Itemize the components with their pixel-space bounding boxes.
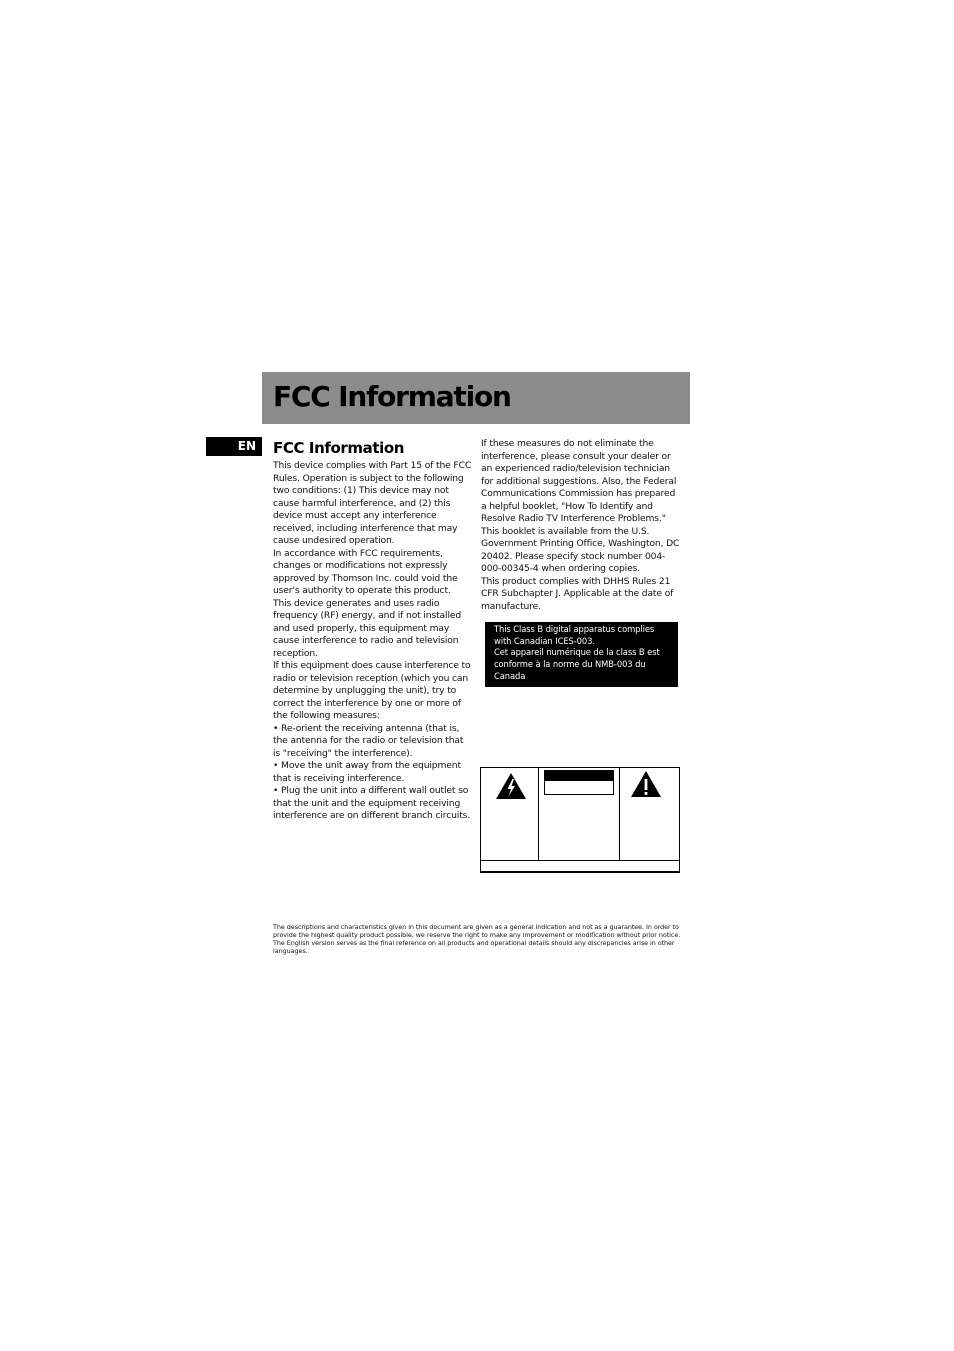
- label-divider-right: [619, 768, 620, 860]
- notice-french: Cet appareil numérique de la class B est conforme à la norme du NMB-003 du Canada: [494, 647, 660, 681]
- exclamation-triangle-icon: [629, 770, 663, 798]
- caution-panel-header: [545, 771, 613, 781]
- section-title: FCC Information: [273, 439, 405, 457]
- paragraph-interference: If this equipment does cause interference to radio or television reception (which you can determine by unplugging the unit), try to correct the interference by one or more of the following measures:: [273, 660, 471, 721]
- bullet-different-outlet: • Plug the unit into a different wall outlet so that the unit and the equipment receiving interference are on different branch circuits.: [273, 785, 471, 821]
- paragraph-compliance: This device complies with Part 15 of the FCC Rules. Operation is subject to the following two conditions: (1) This device may not cause harmful interference, and (2) this device must accept any interference received, including interference that may cause undesired operation.: [273, 460, 472, 546]
- paragraph-consult-dealer: If these measures do not eliminate the interference, please consult your dealer or an experienced radio/television technician for additional suggestions. Also, the Federal Communications Commission has prepared a helpful booklet, "How To Identify and Resolve Radio TV Interference Problems." This booklet is available from the U.S. Government Printing Office, Washington, DC 20402. Please specify stock number 004-000-00345-4 when ordering copies.: [481, 438, 680, 574]
- page-banner: [262, 372, 690, 424]
- language-tab: [206, 437, 262, 456]
- right-column: [481, 438, 683, 613]
- notice-english: This Class B digital apparatus complies with Canadian ICES-003.: [494, 624, 655, 646]
- warning-label: [480, 767, 680, 873]
- paragraph-modifications: In accordance with FCC requirements, changes or modifications not expressly approved by Thomson Inc. could void the user's authority to operate this product.: [273, 547, 458, 596]
- caution-panel: [544, 770, 614, 795]
- page-title: FCC Information: [273, 380, 511, 413]
- label-bottom-rule: [481, 860, 679, 861]
- label-divider-left: [538, 768, 539, 860]
- paragraph-rf-energy: This device generates and uses radio frequency (RF) energy, and if not installed and used properly, this equipment may cause interference to radio and television reception.: [273, 597, 462, 659]
- left-column: [273, 460, 473, 823]
- canadian-compliance-notice: [485, 622, 678, 687]
- bullet-move-unit: • Move the unit away from the equipment that is receiving interference.: [273, 760, 461, 784]
- disclaimer-footer: The descriptions and characteristics given in this document are given as a general indication and not as a guarantee. In order to provide the highest quality product possible, we reserve the right to make any improvement or modification without prior notice. The English version serves as the final reference on all products and operational details should any discrepancies arise in other languages.: [273, 923, 681, 956]
- lightning-bolt-triangle-icon: [495, 772, 527, 800]
- paragraph-dhhs: This product complies with DHHS Rules 21 CFR Subchapter J. Applicable at the date of manufacture.: [481, 575, 674, 612]
- language-tab-label: EN: [237, 439, 256, 453]
- bullet-reorient-antenna: • Re-orient the receiving antenna (that is, the antenna for the radio or television that is "receiving" the interference).: [273, 722, 464, 759]
